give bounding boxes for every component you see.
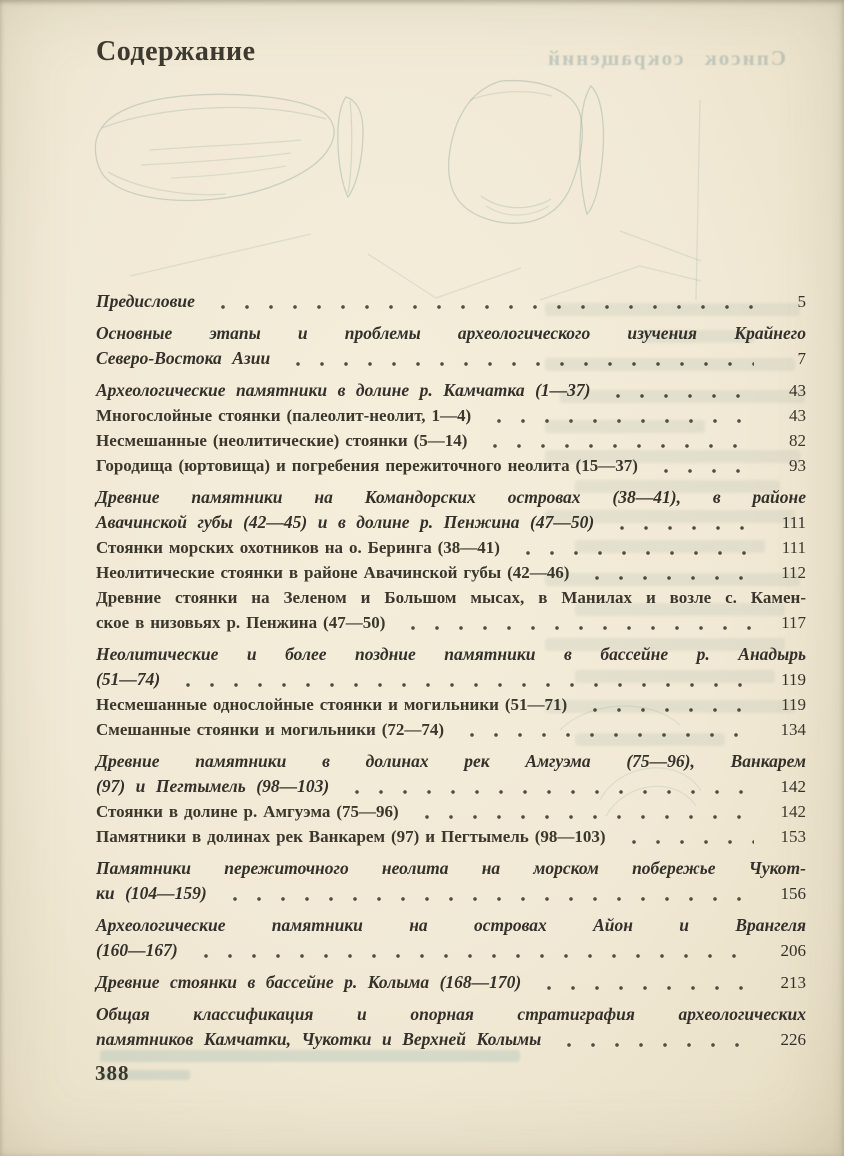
toc-line xyxy=(96,881,806,906)
page-number: 82 xyxy=(789,431,806,450)
toc-entry xyxy=(96,970,806,995)
toc-entry xyxy=(96,535,806,560)
toc-entry-text: Древние памятники в долинах рек Амгуэма (75—96), Ванкарем xyxy=(96,751,806,771)
toc-entry xyxy=(96,692,806,717)
toc-entry xyxy=(96,321,806,371)
toc-line xyxy=(96,799,806,824)
page-number: 7 xyxy=(797,349,806,368)
toc-entry xyxy=(96,913,806,963)
page-number: 213 xyxy=(780,973,806,992)
toc-entry xyxy=(96,1002,806,1052)
toc-entry xyxy=(96,585,806,635)
page-number: 111 xyxy=(781,513,806,532)
dot-leader xyxy=(282,353,754,367)
toc-line xyxy=(96,535,806,560)
dot-leader xyxy=(581,567,754,581)
dot-leader xyxy=(483,410,754,424)
toc-line xyxy=(96,610,806,635)
dot-leader xyxy=(341,781,754,795)
toc-entry-text: Неолитические и более поздние памятники в бассейне р. Анадырь xyxy=(96,644,806,664)
page-number: 142 xyxy=(780,777,806,796)
toc-entry-text: Памятники пережиточного неолита на морском побережье Чукот- xyxy=(96,858,806,878)
toc-entry-text: (51—74) xyxy=(96,669,161,689)
toc-entry xyxy=(96,799,806,824)
dot-leader xyxy=(606,517,754,531)
toc-entry-text: Авачинской губы (42—45) и в долине р. Пенжина (47—50) xyxy=(96,512,595,532)
toc-line xyxy=(96,717,806,742)
toc-entry xyxy=(96,485,806,535)
page-number: 226 xyxy=(780,1030,806,1049)
toc-entry-text: Предисловие xyxy=(96,291,195,311)
dot-leader xyxy=(207,296,754,310)
page-number: 111 xyxy=(781,538,806,557)
toc-line xyxy=(96,667,806,692)
page-number: 153 xyxy=(780,827,806,846)
toc-entry-text: Археологические памятники в долине р. Камчатка (1—37) xyxy=(96,380,591,400)
dot-leader xyxy=(512,542,754,556)
toc-entry-text: Основные этапы и проблемы археологического изучения Крайнего xyxy=(96,323,806,343)
toc-entry xyxy=(96,824,806,849)
dot-leader xyxy=(190,945,754,959)
toc-entry-text: (97) и Пегтымель (98—103) xyxy=(96,776,330,796)
toc-entry-text: ское в низовьях р. Пенжина (47—50) xyxy=(96,613,386,632)
dot-leader xyxy=(618,831,754,845)
toc-entry-text: Многослойные стоянки (палеолит-неолит, 1—4) xyxy=(96,406,472,425)
toc-entry-text: Смешанные стоянки и могильники (72—74) xyxy=(96,720,445,739)
toc-entry-text: Северо-Востока Азии xyxy=(96,348,271,368)
toc-entry-text: Стоянки морских охотников на о. Беринга (38—41) xyxy=(96,538,500,557)
toc-line xyxy=(96,560,806,585)
page-number: 5 xyxy=(797,292,806,311)
toc-entry-text: ки (104—159) xyxy=(96,883,207,903)
toc-entry-text: Археологические памятники на островах Айон и Врангеля xyxy=(96,915,806,935)
toc-line xyxy=(96,510,806,535)
toc-line xyxy=(96,692,806,717)
toc-entry xyxy=(96,428,806,453)
toc-entry xyxy=(96,378,806,403)
toc-entry-text: Городища (юртовища) и погребения пережиточного неолита (15—37) xyxy=(96,456,638,475)
page-number: 134 xyxy=(780,720,806,739)
dot-leader xyxy=(411,806,754,820)
showthrough-mirrored-heading: Список сокращений xyxy=(546,46,786,70)
page-number: 142 xyxy=(780,802,806,821)
toc-line xyxy=(96,774,806,799)
page-title: Содержание xyxy=(96,36,256,67)
toc-entry-text: Несмешанные (неолитические) стоянки (5—14) xyxy=(96,431,468,450)
toc-entry xyxy=(96,749,806,799)
toc-entry-text: Несмешанные однослойные стоянки и могильники (51—71) xyxy=(96,695,568,714)
page-number: 43 xyxy=(789,381,806,400)
toc-entry xyxy=(96,453,806,478)
dot-leader xyxy=(456,724,754,738)
page-folio-number: 388 xyxy=(95,1061,130,1085)
toc-line xyxy=(96,289,806,314)
dot-leader xyxy=(397,617,754,631)
toc-line xyxy=(96,428,806,453)
toc-entry xyxy=(96,856,806,906)
dot-leader xyxy=(172,674,754,688)
page-number: 119 xyxy=(781,695,806,714)
toc-entry xyxy=(96,642,806,692)
page-number: 43 xyxy=(789,406,806,425)
toc-line xyxy=(96,1027,806,1052)
toc-line xyxy=(96,378,806,403)
toc-entry-text: Древние стоянки в бассейне р. Колыма (168—170) xyxy=(96,972,522,992)
toc-entry-text: Памятники в долинах рек Ванкарем (97) и Пегтымель (98—103) xyxy=(96,827,606,846)
toc-entry-text: Древние памятники на Командорских островах (38—41), в районе xyxy=(96,487,806,507)
toc-list xyxy=(96,289,806,1052)
dot-leader xyxy=(553,1034,754,1048)
toc-entry-text: Неолитические стоянки в районе Авачинской губы (42—46) xyxy=(96,563,570,582)
toc-entry-text: (160—167) xyxy=(96,940,178,960)
toc-entry-text: Общая классификация и опорная стратиграфия археологических xyxy=(96,1004,806,1024)
toc-entry-text: Древние стоянки на Зеленом и Большом мысах, в Манилах и возле с. Камен- xyxy=(96,588,806,607)
toc-entry-text: Стоянки в долине р. Амгуэма (75—96) xyxy=(96,802,399,821)
dot-leader xyxy=(533,977,754,991)
dot-leader xyxy=(650,460,754,474)
toc-line xyxy=(96,938,806,963)
toc-line xyxy=(96,453,806,478)
dot-leader xyxy=(479,435,754,449)
page-number: 117 xyxy=(781,613,806,632)
toc-line xyxy=(96,346,806,371)
toc-entry xyxy=(96,717,806,742)
toc-line xyxy=(96,824,806,849)
toc-line xyxy=(96,403,806,428)
dot-leader xyxy=(579,699,754,713)
toc-entry-text: памятников Камчатки, Чукотки и Верхней Колымы xyxy=(96,1029,542,1049)
dot-leader xyxy=(602,385,754,399)
dot-leader xyxy=(219,888,754,902)
toc-entry xyxy=(96,289,806,314)
toc-line xyxy=(96,970,806,995)
page-number: 206 xyxy=(780,941,806,960)
page-number: 93 xyxy=(789,456,806,475)
toc-entry xyxy=(96,560,806,585)
page-number: 119 xyxy=(781,670,806,689)
page-number: 112 xyxy=(781,563,806,582)
page-number: 156 xyxy=(780,884,806,903)
toc-entry xyxy=(96,403,806,428)
